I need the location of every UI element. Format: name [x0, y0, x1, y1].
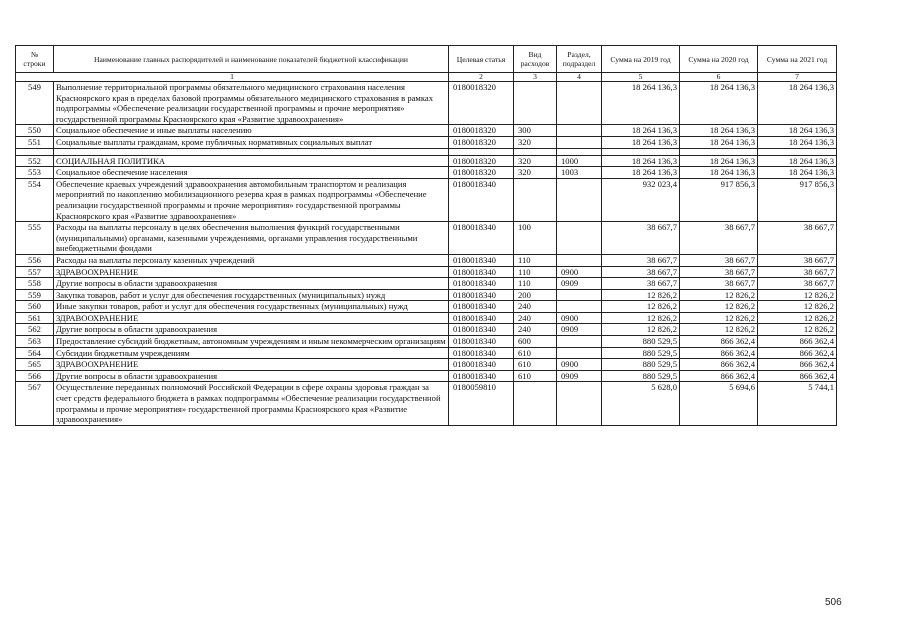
table-row — [16, 382, 837, 425]
row-number: 556 — [16, 254, 54, 266]
row-sum-2019: 12 826,2 — [602, 289, 680, 301]
table-row — [16, 312, 837, 324]
row-number: 561 — [16, 312, 54, 324]
column-number-4: 4 — [557, 73, 602, 82]
row-sum-2019: 38 667,7 — [602, 222, 680, 255]
row-target-article: 0180018340 — [449, 370, 514, 382]
row-sum-2020: 18 264 136,3 — [680, 82, 758, 125]
row-expense-type: 610 — [514, 359, 557, 371]
row-name: ЗДРАВООХРАНЕНИЕ — [54, 312, 449, 324]
header-row-number: № строки — [16, 46, 54, 73]
row-section — [557, 125, 602, 137]
row-section — [557, 254, 602, 266]
row-name: Обеспечение краевых учреждений здравоохранения автомобильным транспортом и реализация мероприятий по накоплению мобилизационного резерва края в рамках подпрограммы «Обеспечение реализации государственной программы и прочие мероприятия» государственной программы Красноярского края «Развитие здравоохранения» — [54, 178, 449, 221]
row-expense-type — [514, 382, 557, 425]
row-target-article: 0180018320 — [449, 155, 514, 167]
row-number: 555 — [16, 222, 54, 255]
row-sum-2020: 18 264 136,3 — [680, 155, 758, 167]
row-sum-2020: 18 264 136,3 — [680, 136, 758, 148]
row-target-article: 0180018340 — [449, 312, 514, 324]
table-row — [16, 222, 837, 255]
table-row — [16, 155, 837, 167]
row-sum-2021: 12 826,2 — [758, 312, 837, 324]
row-expense-type: 240 — [514, 312, 557, 324]
row-sum-2020: 12 826,2 — [680, 289, 758, 301]
row-expense-type: 110 — [514, 278, 557, 290]
table-row — [16, 266, 837, 278]
row-sum-2020: 917 856,3 — [680, 178, 758, 221]
row-sum-2019: 880 529,5 — [602, 359, 680, 371]
row-expense-type: 610 — [514, 347, 557, 359]
row-sum-2019: 12 826,2 — [602, 324, 680, 336]
column-number-2: 2 — [449, 73, 514, 82]
row-expense-type: 240 — [514, 324, 557, 336]
row-name: Другие вопросы в области здравоохранения — [54, 324, 449, 336]
row-sum-2019: 5 628,0 — [602, 382, 680, 425]
table-row — [16, 125, 837, 137]
table-row — [16, 324, 837, 336]
row-sum-2019: 38 667,7 — [602, 266, 680, 278]
row-name: ЗДРАВООХРАНЕНИЕ — [54, 359, 449, 371]
row-sum-2021: 38 667,7 — [758, 278, 837, 290]
row-number: 563 — [16, 336, 54, 348]
row-sum-2021: 38 667,7 — [758, 222, 837, 255]
row-target-article: 0180018340 — [449, 178, 514, 221]
row-section: 0909 — [557, 370, 602, 382]
row-sum-2019: 880 529,5 — [602, 347, 680, 359]
row-expense-type: 240 — [514, 301, 557, 313]
row-target-article: 0180018340 — [449, 254, 514, 266]
row-sum-2020: 38 667,7 — [680, 278, 758, 290]
row-section — [557, 289, 602, 301]
row-sum-2021: 18 264 136,3 — [758, 125, 837, 137]
table-row — [16, 178, 837, 221]
budget-table-sheet — [15, 45, 836, 426]
row-target-article: 0180018340 — [449, 336, 514, 348]
row-target-article: 0180018340 — [449, 347, 514, 359]
row-expense-type: 110 — [514, 254, 557, 266]
row-target-article: 0180018340 — [449, 324, 514, 336]
row-sum-2019: 880 529,5 — [602, 336, 680, 348]
row-name: Закупка товаров, работ и услуг для обеспечения государственных (муниципальных) нужд — [54, 289, 449, 301]
row-section: 1003 — [557, 167, 602, 179]
row-number: 557 — [16, 266, 54, 278]
row-sum-2020: 866 362,4 — [680, 370, 758, 382]
row-section: 0900 — [557, 266, 602, 278]
row-expense-type: 320 — [514, 155, 557, 167]
row-target-article: 0180018340 — [449, 289, 514, 301]
row-sum-2021: 18 264 136,3 — [758, 167, 837, 179]
row-sum-2021: 18 264 136,3 — [758, 82, 837, 125]
row-target-article: 0180018340 — [449, 278, 514, 290]
row-sum-2020: 38 667,7 — [680, 222, 758, 255]
spacer-cell — [680, 148, 758, 155]
column-number-6: 6 — [680, 73, 758, 82]
row-name: Предоставление субсидий бюджетным, автономным учреждениям и иным некоммерческим организациям — [54, 336, 449, 348]
row-sum-2020: 866 362,4 — [680, 359, 758, 371]
row-sum-2021: 18 264 136,3 — [758, 155, 837, 167]
row-expense-type: 100 — [514, 222, 557, 255]
row-section — [557, 222, 602, 255]
row-section: 0909 — [557, 324, 602, 336]
row-name: Расходы на выплаты персоналу казенных учреждений — [54, 254, 449, 266]
column-number-7: 7 — [758, 73, 837, 82]
row-sum-2021: 866 362,4 — [758, 336, 837, 348]
row-name: Иные закупки товаров, работ и услуг для обеспечения государственных (муниципальных) нужд — [54, 301, 449, 313]
row-name: СОЦИАЛЬНАЯ ПОЛИТИКА — [54, 155, 449, 167]
table-row — [16, 301, 837, 313]
row-section — [557, 347, 602, 359]
row-name: Социальное обеспечение и иные выплаты населению — [54, 125, 449, 137]
table-row — [16, 336, 837, 348]
row-name: ЗДРАВООХРАНЕНИЕ — [54, 266, 449, 278]
row-sum-2020: 5 694,6 — [680, 382, 758, 425]
row-target-article: 0180018320 — [449, 125, 514, 137]
row-sum-2019: 932 023,4 — [602, 178, 680, 221]
table-row — [16, 347, 837, 359]
row-expense-type: 110 — [514, 266, 557, 278]
header-section: Раздел, подраздел — [557, 46, 602, 73]
row-target-article: 0180018340 — [449, 222, 514, 255]
row-target-article: 0180018340 — [449, 359, 514, 371]
column-number-5: 5 — [602, 73, 680, 82]
row-number: 558 — [16, 278, 54, 290]
row-sum-2021: 12 826,2 — [758, 324, 837, 336]
row-expense-type — [514, 82, 557, 125]
row-section — [557, 136, 602, 148]
row-sum-2020: 38 667,7 — [680, 254, 758, 266]
row-number: 552 — [16, 155, 54, 167]
row-section: 0909 — [557, 278, 602, 290]
row-section: 0900 — [557, 359, 602, 371]
table-row — [16, 289, 837, 301]
row-sum-2019: 12 826,2 — [602, 301, 680, 313]
row-name: Субсидии бюджетным учреждениям — [54, 347, 449, 359]
table-row — [16, 278, 837, 290]
table-row — [16, 82, 837, 125]
row-sum-2020: 866 362,4 — [680, 336, 758, 348]
row-number: 559 — [16, 289, 54, 301]
table-header — [16, 46, 837, 82]
spacer-cell — [758, 148, 837, 155]
column-number-row — [16, 73, 837, 82]
row-number: 554 — [16, 178, 54, 221]
row-name: Другие вопросы в области здравоохранения — [54, 278, 449, 290]
row-sum-2019: 12 826,2 — [602, 312, 680, 324]
header-name: Наименование главных распорядителей и наименование показателей бюджетной классификации — [54, 46, 449, 73]
row-sum-2019: 18 264 136,3 — [602, 125, 680, 137]
row-number: 550 — [16, 125, 54, 137]
table-row — [16, 254, 837, 266]
row-expense-type: 320 — [514, 136, 557, 148]
row-number: 565 — [16, 359, 54, 371]
row-name: Другие вопросы в области здравоохранения — [54, 370, 449, 382]
row-sum-2021: 12 826,2 — [758, 301, 837, 313]
row-name: Выполнение территориальной программы обязательного медицинского страхования населения Красноярского края в пределах базовой программы обязательного медицинского страхования в рамках подпрограммы «Обеспечение реализации государственной программы и прочие мероприятия» государственной программы Красноярского края «Развитие здравоохранения» — [54, 82, 449, 125]
column-number-1: 1 — [16, 73, 449, 82]
row-expense-type: 610 — [514, 370, 557, 382]
column-number-3: 3 — [514, 73, 557, 82]
row-number: 551 — [16, 136, 54, 148]
row-name: Расходы на выплаты персоналу в целях обеспечения выполнения функций государственными (муниципальными) органами, казенными учреждениями, органами управления государственными внебюджетными фондами — [54, 222, 449, 255]
spacer-cell — [449, 148, 514, 155]
row-section: 1000 — [557, 155, 602, 167]
row-sum-2021: 917 856,3 — [758, 178, 837, 221]
row-sum-2021: 38 667,7 — [758, 254, 837, 266]
row-sum-2019: 18 264 136,3 — [602, 167, 680, 179]
row-section — [557, 178, 602, 221]
row-name: Осуществление переданных полномочий Российской Федерации в сфере охраны здоровья граждан за счет средств федерального бюджета в рамках подпрограммы «Обеспечение реализации государственной программы и прочие мероприятия» государственной программы Красноярского края «Развитие здравоохранения» — [54, 382, 449, 425]
row-number: 549 — [16, 82, 54, 125]
header-expense-type: Вид расходов — [514, 46, 557, 73]
row-sum-2019: 38 667,7 — [602, 254, 680, 266]
table-row — [16, 370, 837, 382]
row-expense-type: 320 — [514, 167, 557, 179]
row-sum-2019: 18 264 136,3 — [602, 82, 680, 125]
row-spacer — [16, 148, 837, 155]
row-expense-type — [514, 178, 557, 221]
row-section — [557, 336, 602, 348]
row-sum-2020: 866 362,4 — [680, 347, 758, 359]
spacer-cell — [514, 148, 557, 155]
row-sum-2020: 18 264 136,3 — [680, 167, 758, 179]
spacer-cell — [16, 148, 54, 155]
row-number: 553 — [16, 167, 54, 179]
row-sum-2019: 38 667,7 — [602, 278, 680, 290]
row-sum-2021: 38 667,7 — [758, 266, 837, 278]
header-sum-2019: Сумма на 2019 год — [602, 46, 680, 73]
row-expense-type: 600 — [514, 336, 557, 348]
row-number: 566 — [16, 370, 54, 382]
row-section — [557, 82, 602, 125]
row-sum-2021: 5 744,1 — [758, 382, 837, 425]
row-target-article: 0180059810 — [449, 382, 514, 425]
header-sum-2021: Сумма на 2021 год — [758, 46, 837, 73]
row-expense-type: 200 — [514, 289, 557, 301]
row-section — [557, 382, 602, 425]
row-sum-2020: 12 826,2 — [680, 301, 758, 313]
row-target-article: 0180018320 — [449, 167, 514, 179]
row-number: 560 — [16, 301, 54, 313]
row-sum-2019: 18 264 136,3 — [602, 136, 680, 148]
spacer-cell — [54, 148, 449, 155]
row-number: 564 — [16, 347, 54, 359]
row-name: Социальные выплаты гражданам, кроме публичных нормативных социальных выплат — [54, 136, 449, 148]
row-target-article: 0180018340 — [449, 301, 514, 313]
table-row — [16, 359, 837, 371]
row-target-article: 0180018320 — [449, 136, 514, 148]
row-number: 567 — [16, 382, 54, 425]
row-sum-2021: 12 826,2 — [758, 289, 837, 301]
row-target-article: 0180018320 — [449, 82, 514, 125]
table-body — [16, 82, 837, 426]
row-expense-type: 300 — [514, 125, 557, 137]
row-sum-2021: 866 362,4 — [758, 370, 837, 382]
row-sum-2021: 18 264 136,3 — [758, 136, 837, 148]
row-sum-2020: 18 264 136,3 — [680, 125, 758, 137]
spacer-cell — [557, 148, 602, 155]
row-number: 562 — [16, 324, 54, 336]
table-row — [16, 136, 837, 148]
header-sum-2020: Сумма на 2020 год — [680, 46, 758, 73]
header-target-article: Целевая статья — [449, 46, 514, 73]
table-row — [16, 167, 837, 179]
row-name: Социальное обеспечение населения — [54, 167, 449, 179]
row-sum-2019: 18 264 136,3 — [602, 155, 680, 167]
row-sum-2020: 38 667,7 — [680, 266, 758, 278]
row-section — [557, 301, 602, 313]
spacer-cell — [602, 148, 680, 155]
page-number: 506 — [825, 597, 842, 608]
row-section: 0900 — [557, 312, 602, 324]
row-sum-2019: 880 529,5 — [602, 370, 680, 382]
row-sum-2021: 866 362,4 — [758, 359, 837, 371]
row-sum-2021: 866 362,4 — [758, 347, 837, 359]
budget-table — [15, 45, 837, 426]
row-sum-2020: 12 826,2 — [680, 312, 758, 324]
row-sum-2020: 12 826,2 — [680, 324, 758, 336]
row-target-article: 0180018340 — [449, 266, 514, 278]
